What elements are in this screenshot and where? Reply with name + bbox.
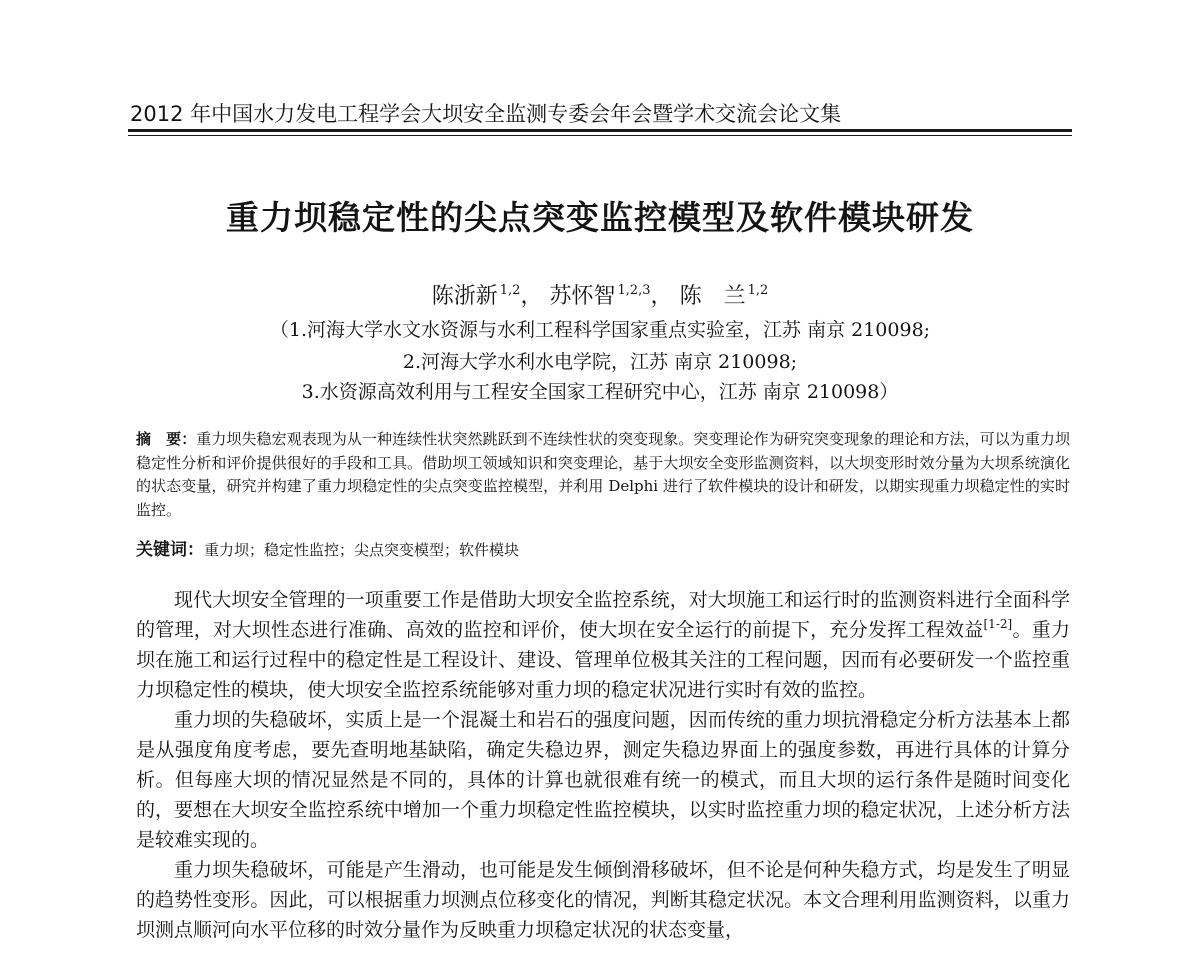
running-header: 2012 年中国水力发电工程学会大坝安全监测专委会年会暨学术交流会论文集 bbox=[130, 102, 842, 126]
body-paragraph-3: 重力坝失稳破坏，可能是产生滑动，也可能是发生倾倒滑移破坏，但不论是何种失稳方式，均是发生了明显的趋势性变形。因此，可以根据重力坝测点位移变化的情况，判断其稳定状况。本文合理利用监测资料，以重力坝测点顺河向水平位移的时效分量作为反映重力坝稳定状况的状态变量， bbox=[136, 859, 1070, 941]
affiliation-1: （1.河海大学水文水资源与水利工程科学国家重点实验室，江苏 南京 210098; bbox=[269, 319, 931, 341]
keywords bbox=[136, 538, 1070, 562]
citation-ref: [1-2] bbox=[983, 617, 1013, 631]
header-rule-thick bbox=[128, 129, 1072, 132]
paragraph-text: 。重力坝在施工和运行过程中的稳定性是工程设计、建设、管理单位极其关注的工程问题，因而有必要研发一个监控重力坝稳定性的模块，使大坝安全监控系统能够对重力坝的稳定状况进行实时有效的监控。 bbox=[136, 619, 1070, 701]
body-paragraph-2: 重力坝的失稳破坏，实质上是一个混凝土和岩石的强度问题，因而传统的重力坝抗滑稳定分析方法基本上都是从强度角度考虑，要先查明地基缺陷，确定失稳边界，测定失稳边界面上的强度参数，再进行具体的计算分析。但每座大坝的情况显然是不同的，具体的计算也就很难有统一的模式，而且大坝的运行条件是随时间变化的，要想在大坝安全监控系统中增加一个重力坝稳定性监控模块，以实时监控重力坝的稳定状况，上述分析方法是较难实现的。 bbox=[136, 709, 1070, 851]
author-list bbox=[0, 282, 1200, 312]
abstract-text: 重力坝失稳宏观表现为从一种连续性状突然跳跃到不连续性状的突变现象。突变理论作为研究突变现象的理论和方法，可以为重力坝稳定性分析和评价提供很好的手段和工具。借助坝工领域知识和突变理论，基于大坝安全变形监测资料，以大坝变形时效分量为大坝系统演化的状态变量，研究并构建了重力坝稳定性的尖点突变监控模型，并利用 Delphi 进行了软件模块的设计和研发，以期实现重力坝稳定性的实时监控。 bbox=[136, 430, 1070, 519]
abstract bbox=[136, 428, 1070, 522]
body-text bbox=[136, 585, 1070, 945]
affiliation-3: 3.水资源高效利用与工程安全国家工程研究中心，江苏 南京 210098） bbox=[301, 381, 899, 403]
paper-title: 重力坝稳定性的尖点突变监控模型及软件模块研发 bbox=[226, 198, 974, 237]
affiliation-2: 2.河海大学水利水电学院，江苏 南京 210098; bbox=[402, 351, 798, 373]
keywords-text: 重力坝；稳定性监控；尖点突变模型；软件模块 bbox=[204, 541, 520, 559]
body-paragraph-1 bbox=[136, 585, 1070, 705]
author-name: 陈浙新 bbox=[431, 284, 498, 309]
paragraph-text: 现代大坝安全管理的一项重要工作是借助大坝安全监控系统，对大坝施工和运行时的监测资料进行全面科学的管理，对大坝性态进行准确、高效的监控和评价，使大坝在安全运行的前提下，充分发挥工程效益 bbox=[136, 589, 1070, 641]
author-name: 苏怀智 bbox=[549, 284, 616, 309]
abstract-label: 摘 要： bbox=[136, 430, 197, 448]
author-name: 陈 兰 bbox=[679, 284, 746, 309]
header-rule-thin bbox=[128, 135, 1072, 136]
author-separator: ， bbox=[650, 284, 673, 309]
keywords-label: 关键词： bbox=[136, 540, 204, 560]
author-affil-mark: 1,2 bbox=[499, 283, 521, 298]
author-separator: ， bbox=[520, 284, 543, 309]
author-affil-mark: 1,2 bbox=[747, 283, 769, 298]
author-affil-mark: 1,2,3 bbox=[617, 283, 651, 298]
